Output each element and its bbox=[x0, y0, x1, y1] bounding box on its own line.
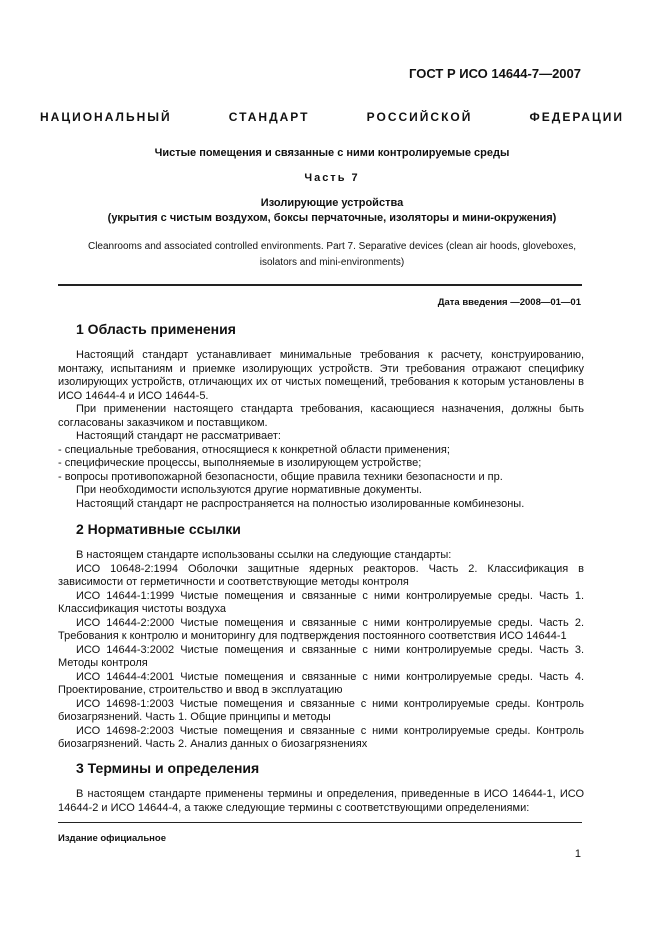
introduction-date: Дата введения —2008—01—01 bbox=[437, 297, 581, 308]
paragraph: При необходимости используются другие нормативные документы. bbox=[76, 484, 422, 496]
paragraph: При применении настоящего стандарта требования, касающиеся назначения, должны быть согласованы заказчиком и поставщиком. bbox=[58, 403, 584, 429]
section-1-heading: 1 Область применения bbox=[76, 321, 236, 337]
list-item: - вопросы противопожарной безопасности, общие правила техники безопасности и пр. bbox=[58, 470, 503, 483]
section-3-heading: 3 Термины и определения bbox=[76, 760, 260, 776]
official-edition-label: Издание официальное bbox=[58, 833, 166, 844]
reference-item: ИСО 10648-2:1994 Оболочки защитные ядерных реакторов. Часть 2. Классификация в зависимости от герметичности и соответствующие методы контроля bbox=[58, 562, 584, 588]
page-number: 1 bbox=[574, 848, 581, 860]
paragraph: Настоящий стандарт устанавливает минимальные требования к расчету, конструированию, монтажу, испытаниям и приемке изолирующих устройств. Эти требования отражают специфику изолирующих устройств, отличающих их от чистых помещений, требования к которым установлены в ИСО 14644-4 и ИСО 14644-5. bbox=[58, 349, 584, 402]
paragraph: Настоящий стандарт не рассматривает: bbox=[76, 430, 281, 442]
reference-item: ИСО 14644-1:1999 Чистые помещения и связанные с ними контролируемые среды. Часть 1. Классификация чистоты воздуха bbox=[58, 589, 584, 615]
title-main: Изолирующие устройства bbox=[260, 197, 404, 209]
document-number: ГОСТ Р ИСО 14644-7—2007 bbox=[409, 66, 581, 81]
section-2-body bbox=[58, 549, 584, 752]
section-1-body bbox=[58, 349, 584, 511]
paragraph: В настоящем стандарте применены термины и определения, приведенные в ИСО 14644-1, ИСО 14644-2 и ИСО 14644-4, а также следующие термины с соответствующими определениями: bbox=[58, 788, 584, 814]
section-2-heading: 2 Нормативные ссылки bbox=[76, 521, 241, 537]
header-divider bbox=[58, 284, 582, 286]
title-series: Чистые помещения и связанные с ними контролируемые среды bbox=[154, 147, 510, 159]
reference-item: ИСО 14698-2:2003 Чистые помещения и связанные с ними контролируемые среды. Контроль биозагрязнений. Часть 2. Анализ данных о биозагрязнениях bbox=[58, 724, 584, 750]
reference-item: ИСО 14644-4:2001 Чистые помещения и связанные с ними контролируемые среды. Часть 4. Проектирование, строительство и ввод в эксплуатацию bbox=[58, 670, 584, 696]
title-english-line-2: isolators and mini-environments) bbox=[259, 257, 405, 268]
footer-divider bbox=[58, 822, 582, 823]
section-3-body bbox=[58, 788, 584, 815]
title-english-line-1: Cleanrooms and associated controlled environments. Part 7. Separative devices (clean air hoods, gloveboxes, bbox=[87, 241, 577, 252]
reference-item: ИСО 14644-3:2002 Чистые помещения и связанные с ними контролируемые среды. Часть 3. Методы контроля bbox=[58, 643, 584, 669]
reference-item: ИСО 14644-2:2000 Чистые помещения и связанные с ними контролируемые среды. Часть 2. Требования к контролю и мониторингу для подтверждения постоянного соответствия ИСО 14644-1 bbox=[58, 616, 584, 642]
paragraph: В настоящем стандарте использованы ссылки на следующие стандарты: bbox=[76, 549, 452, 561]
title-part: Часть 7 bbox=[304, 172, 360, 184]
title-subtitle: (укрытия с чистым воздухом, боксы перчаточные, изоляторы и мини-окружения) bbox=[107, 212, 557, 224]
list-item: - специальные требования, относящиеся к конкретной области применения; bbox=[58, 443, 450, 456]
list-item: - специфические процессы, выполняемые в изолирующем устройстве; bbox=[58, 457, 422, 469]
reference-item: ИСО 14698-1:2003 Чистые помещения и связанные с ними контролируемые среды. Контроль биозагрязнений. Часть 1. Общие принципы и методы bbox=[58, 697, 584, 723]
national-standard-banner: НАЦИОНАЛЬНЫЙ СТАНДАРТ РОССИЙСКОЙ ФЕДЕРАЦИИ bbox=[40, 110, 624, 124]
paragraph: Настоящий стандарт не распространяется на полностью изолированные комбинезоны. bbox=[76, 497, 525, 510]
